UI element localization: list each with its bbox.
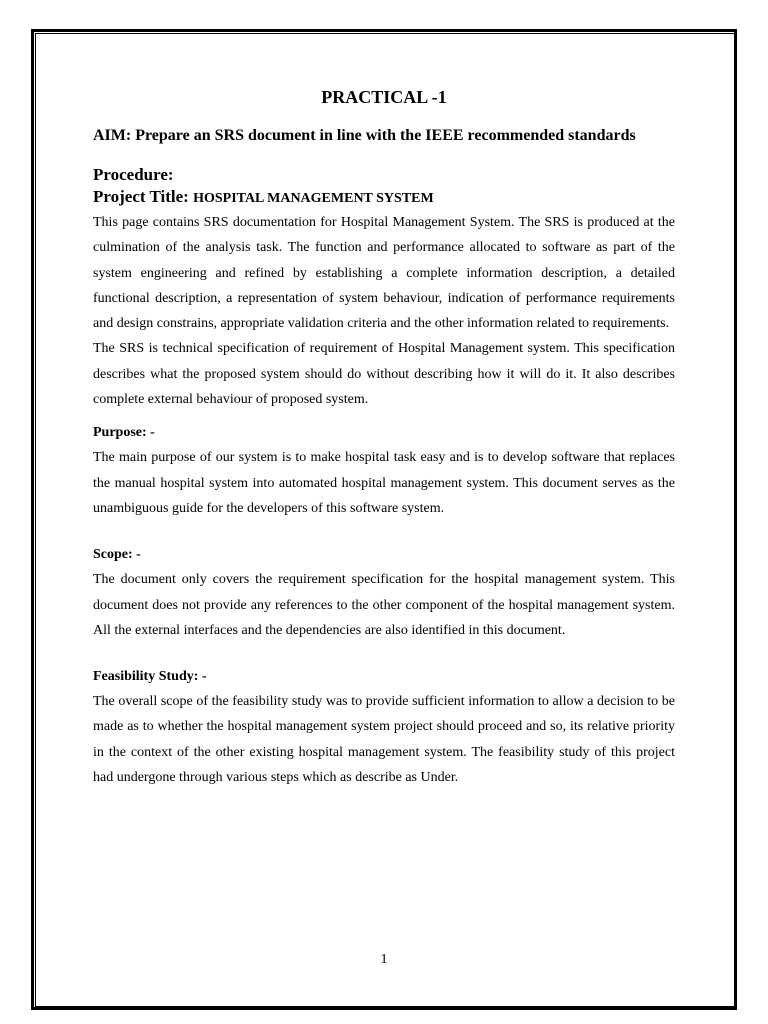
purpose-text: The main purpose of our system is to make hospital task easy and is to develop software that replaces the manual hospital system into automated hospital management system. This document serves as the unambiguous guide for the developers of this software system. [93,450,675,516]
project-title [93,186,675,210]
page-number: 1 [380,952,388,967]
project-title-label: Project Title: [93,187,189,206]
project-title-value: HOSPITAL MANAGEMENT SYSTEM [193,191,434,206]
scope-heading: Scope: - [93,547,141,563]
intro-paragraph-2: The SRS is technical specification of requirement of Hospital Management system. This specification describes what the proposed system should do without describing how it will do it. It also describes complete external behaviour of proposed system. [93,341,675,408]
aim-statement: AIM: Prepare an SRS document in line with the IEEE recommended standards [93,127,636,144]
scope-text: The document only covers the requirement specification for the hospital management system. This document does not provide any references to the other component of the hospital management system. All the external interfaces and the dependencies are also identified in this document. [93,572,675,638]
document-body [93,84,675,790]
page-title: PRACTICAL -1 [321,87,447,107]
feasibility-text: The overall scope of the feasibility study was to provide sufficient information to allow a decision to be made as to whether the hospital management system project should proceed and so, its relative priority in the context of the other existing hospital management system. The feasibility study of this project had undergone through various steps which as describe as Under. [93,694,675,786]
feasibility-heading: Feasibility Study: - [93,669,207,685]
purpose-heading: Purpose: - [93,425,155,441]
procedure-heading: Procedure: [93,165,174,184]
intro-paragraph-1: This page contains SRS documentation for Hospital Management System. The SRS is produced at the culmination of the analysis task. The function and performance allocated to software as part of the system engineering and refined by establishing a complete information description, a detailed functional description, a representation of system behaviour, indication of performance requirements and design constrains, appropriate validation criteria and the other information related to requirements. [93,215,675,332]
